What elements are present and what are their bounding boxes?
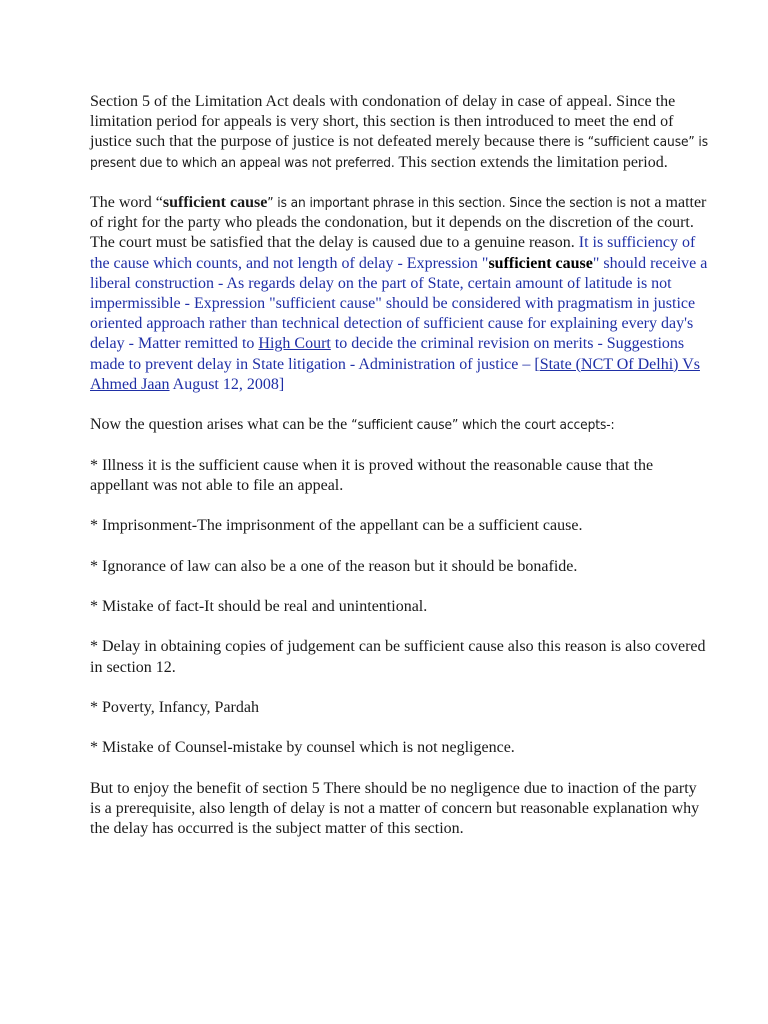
question-text-a: Now the question arises what can be the [90,416,352,434]
sufficient-cause-paragraph [90,193,710,395]
high-court-link[interactable]: High Court [258,335,331,353]
list-item: * Poverty, Infancy, Pardah [90,698,259,716]
intro-text-c: This section extends the limitation period. [394,153,668,171]
p2-quote-text-e: It is sufficiency of the cause which counts, and not length of delay - Expression " [90,234,696,272]
list-item: * Illness it is the sufficient cause when it is proved without the reasonable cause that the appellant was not able to file an appeal. [90,456,654,494]
intro-text-b: there is “sufficient cause” is present due to which an appeal was not preferred. [90,134,708,171]
document-page [90,92,710,860]
list-item: * Mistake of Counsel-mistake by counsel which is not negligence. [90,739,515,757]
p2-quote-bold-term: sufficient cause [488,254,593,272]
p2-bold-term: sufficient cause [162,194,268,211]
intro-paragraph [90,92,710,173]
intro-text-a: Section 5 of the Limitation Act deals with condonation of delay in case of appeal. Since the limitation period for appeals is very short, this section is then introduced to meet the end of justice such that the purpose of justice is not defeated merely because [90,93,676,151]
list-item: * Imprisonment-The imprisonment of the appellant can be a sufficient cause. [90,517,583,535]
list-item: * Mistake of fact-It should be real and unintentional. [90,597,428,615]
list-item: * Ignorance of law can also be a one of the reason but it should be bonafide. [90,557,578,575]
p2-text-c: ” is an important phrase in this section. Since the section is [267,195,626,211]
p2-text-a: The word “ [90,194,163,211]
case-citation-link[interactable]: State (NCT Of Delhi) Vs Ahmed Jaan [90,355,700,393]
p2-quote-text-h: to decide the criminal revision on merits - Suggestions made to prevent delay in State litigation - Administration of justice – [ [90,335,685,373]
question-text-b: “sufficient cause” which the court accepts-: [351,417,615,434]
question-paragraph [90,415,710,435]
p2-quote-text-i: August 12, 2008] [169,375,285,393]
list-item: * Delay in obtaining copies of judgement can be sufficient cause also this reason is also covered in section 12. [90,638,706,676]
conclusion-paragraph: But to enjoy the benefit of section 5 There should be no negligence due to inaction of the party is a prerequisite, also length of delay is not a matter of concern but reasonable explanation why the delay has occurred is the subject matter of this section. [90,779,700,838]
p2-quote-text-g: " should receive a liberal construction - As regards delay on the part of State, certain amount of latitude is not impermissible - Expression "sufficient cause" should be considered with pragmatism in justice oriented approach rather than technical detection of sufficient cause for explaining every day's delay - Matter remitted to [90,254,708,353]
p2-text-d: not a matter of right for the party who pleads the condonation, but it depends on the discretion of the court. The court must be satisfied that the delay is caused due to a genuine reason. [90,194,707,252]
